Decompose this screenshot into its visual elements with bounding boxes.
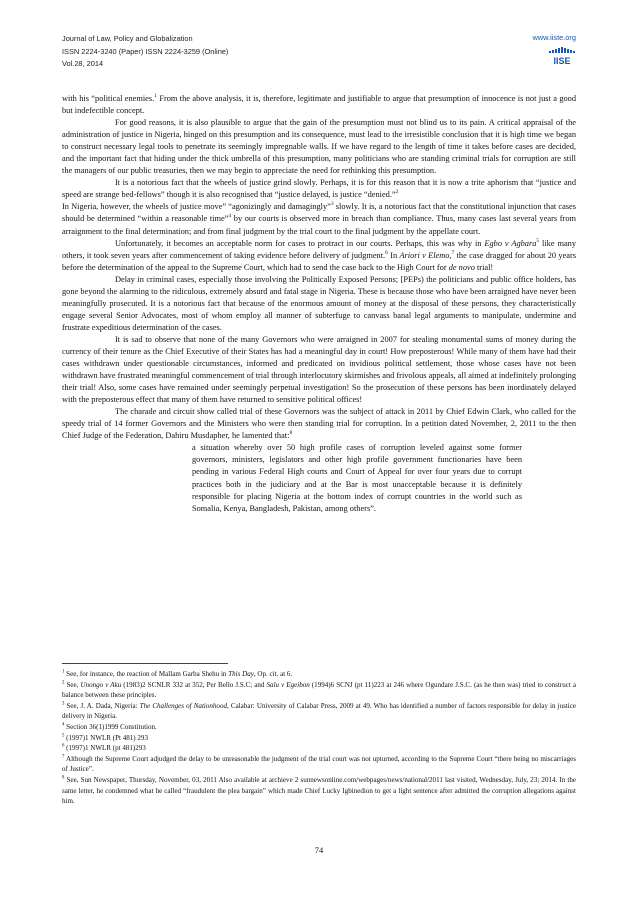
text-run: In: [387, 250, 400, 260]
iiste-logo-icon: [548, 45, 576, 67]
text-run: It is a notorious fact that the wheels of justice grind slowly. Perhaps, it is for this reason that it is now a trite aphorism that “justice and speed are strange bed-fellows” though it is also recognised that “justice delayed, is justice “denied.”: [62, 178, 576, 200]
journal-url-link[interactable]: www.iiste.org: [532, 33, 576, 42]
footnote: [62, 722, 576, 733]
footnote: [62, 733, 576, 744]
italic-text: Unongo v Aku: [80, 680, 122, 689]
text-run: From the above analysis, it is, therefore, legitimate and justifiable to argue that presumption of innocence is not just a good but indefectible concept.: [62, 94, 577, 116]
text-run: , Op. cit. at 6.: [253, 670, 293, 678]
italic-text: This Day: [228, 670, 254, 678]
paragraph: [62, 117, 576, 177]
footnote: [62, 669, 576, 680]
text-run: In Nigeria, however, the wheels of justice move” “agonizingly and damagingly”: [62, 202, 331, 212]
main-text: [62, 93, 576, 515]
footnote-ref: 2: [395, 189, 399, 196]
text-run: Although the Supreme Court adjudged the delay to be unreasonable the judgment of the trial court was not upturned, according to the Supreme Court “there being no miscarriages of Justice”.: [62, 754, 576, 774]
journal-header: [62, 33, 576, 71]
text-run: It is sad to observe that none of the many Governors who were arraigned in 2007 for stealing monumental sums of money during the currency of their tenure as the Chief Executive of their States has had a meaningful day in court! How preposterous! While many of them have had their cases withdrawn under questionable circumstances, informed and predicated on invidious political settlement, those whose cases have not been withdrawn have frustrated meaningful commencement of trial through interlocutory skirmishes and frivolous appeals, all aimed at indefinitely prolonging their trial! Also, some cases have remained under seemingly perpetual investigation! So the prosecution of these persons has been inordinately delayed with the preposterous effect that many of them have returned to sensitive political offices!: [62, 334, 576, 405]
footnotes: [62, 669, 576, 807]
text-run: The charade and circuit show called trial of these Governors was the subject of attack in 2011 by Chief Edwin Clark, who called for the speedy trial of 14 former Governors and the Ministers who were then standing trial for corruption. In a petition dated November, 2, 2011 to the then Chief Judge of the Federation, Dahiru Musdapher, he lamented that:: [62, 407, 576, 441]
text-run: slowly. It is, a notorious fact that the constitutional injunction that cases should be determined “within a reasonable time”: [62, 202, 576, 224]
footnote-ref: 2: [62, 680, 65, 686]
footnote-ref: 1: [154, 93, 157, 100]
footnote-ref: 3: [330, 201, 334, 208]
paragraph: [62, 274, 576, 334]
text-run: See, J. A. Dada, Nigeria:: [64, 701, 140, 710]
text-run: (1997)1 NWLR (pt 481)293: [64, 744, 146, 753]
text-run: For good reasons, it is also plausible to argue that the gain of the presumption must not blind us to its pain. A critical appraisal of the administration of justice in Nigeria, hinged on this presumption and its consequence, must lead to the irresistible conclusion that it is high time we began to construct necessary legal tools to penetrate its seemingly impregnable walls. If we have regard to the length of time it takes before cases are decided, and the important fact that hiding under the thick umbrella of this presumption, many politicians who are standing criminal trials for corruption are still the managers of our public treasuries, then we may begin to appreciate the need for rethinking this presumption.: [62, 118, 576, 176]
footnote-ref: 6: [385, 249, 388, 256]
paragraph: [62, 93, 576, 117]
footnote: [62, 680, 576, 701]
footnote-ref: 5: [62, 733, 65, 739]
block-quote: [192, 442, 522, 514]
text-run: Unfortunately, it becomes an acceptable norm for cases to protract in our courts. Perhaps, this was why in: [115, 238, 485, 248]
journal-title: Journal of Law, Policy and Globalization: [62, 34, 193, 43]
footnote: [62, 743, 576, 754]
italic-text: Egbo v Agbara: [484, 238, 537, 248]
footnote-divider: [62, 663, 228, 664]
text-run: Section 36(1)1999 Constitution.: [64, 722, 157, 731]
footnote-ref: 8: [62, 775, 65, 781]
page-number: 74: [314, 845, 324, 855]
footnote-ref: 8: [289, 430, 293, 437]
paragraph: [62, 238, 576, 274]
footnote-ref: 3: [62, 701, 65, 707]
italic-text: Ariori v Elemo,: [399, 250, 452, 260]
footnote-ref: 1: [62, 669, 65, 675]
journal-volume: Vol.28, 2014: [62, 59, 104, 68]
footnote-ref: 4: [228, 213, 232, 220]
paragraph: [62, 406, 576, 442]
paragraph: [62, 177, 576, 201]
text-run: with his “political enemies.: [62, 94, 155, 103]
footnote-ref: 5: [536, 237, 540, 244]
paragraph: [62, 201, 576, 237]
italic-text: The Challenges of Nationhood: [139, 701, 228, 710]
footnote-ref: 7: [62, 754, 65, 760]
text-run: See, for instance, the reaction of Mallam Garba Shehu in: [64, 670, 229, 678]
text-run: like many others, it took seven years after commencement of taking evidence before delivery of judgment.: [62, 238, 576, 260]
italic-text: de novo: [448, 262, 475, 272]
footnote-ref: 4: [62, 722, 65, 728]
logo-text: IISE: [553, 56, 571, 66]
text-run: by our courts is observed more in breach than compliance. Thus, many cases last several years from arraignment to the final determination; and from final judgment by the trial court to the final judgment by the appellate court.: [62, 214, 576, 236]
text-run: trial!: [474, 262, 494, 272]
journal-issn: ISSN 2224-3240 (Paper) ISSN 2224-3259 (Online): [62, 46, 229, 56]
text-run: See,: [64, 680, 81, 689]
footnote-ref: 7: [451, 249, 455, 256]
text-run: (1983)2 SCNLR 332 at 352, Per Bello J.S.C; and: [121, 680, 267, 689]
text-run: Delay in criminal cases, especially those involving the Politically Exposed Persons; [PEPs) the politicians and public office holders, has gone beyond the alarming to the ridiculous, extremely absurd and fatal stage in Nigeria. These is because those who have been arraigned have never been meaningfully prosecuted. It is a notorious fact that because of the enormous amount of money at the disposal of these persons, they characteristically engage several Senior Advocates, most of whom employ all manner of subterfuge to canvass banal legal arguments to manipulate, undermine and frustrate expeditious determination of the cases.: [62, 274, 576, 332]
italic-text: Salu v Egeibon: [266, 680, 310, 689]
footnote: [62, 775, 576, 807]
text-run: (1994)6 SCNJ (pt 11)223 at 246 where Ogundare J.S.C. (as he then was) tried to construct a balance between these principles.: [62, 680, 577, 700]
text-run: See, Sun Newspaper, Thursday, November, 03, 2011 Also available at archieve 2 sunnewsonline.com/webpages/news/national/2011 last visited, Wednesday, July, 23; 2014. In the same letter, he condemned what he called “fraudulent the plea bargain” which made Chief Lucky Igbinedion to get a light sentence after admitted the corruption allegations against him.: [62, 775, 576, 806]
paragraph: [62, 334, 576, 406]
text-run: , Calabar: University of Calabar Press, 2009 at 49. Who has identified a number of factors responsible for delay in justice delivery in Nigeria.: [62, 701, 576, 721]
text-run: the case dragged for about 20 years before the determination of the appeal to the Supreme Court, which had to send the case back to the High Court for: [62, 250, 576, 272]
text-run: a situation whereby over 50 high profile cases of corruption leveled against some former governors, ministers, legislators and other high profile government functionaries have been pending in various Federal High courts and Court of Appeal for over four years due to corrupt practices both in the judiciary and at the Bar is most unacceptable because it is definitely responsible for placing Nigeria at the bottom index of corrupt countries in the world such as Somalia, Kenya, Bangladesh, Pakistan, among others”.: [192, 443, 522, 513]
footnote: [62, 701, 576, 722]
text-run: (1997)1 NWLR (Pt 481) 293: [64, 733, 148, 742]
footnote-ref: 6: [62, 743, 65, 749]
footnote: [62, 754, 576, 775]
